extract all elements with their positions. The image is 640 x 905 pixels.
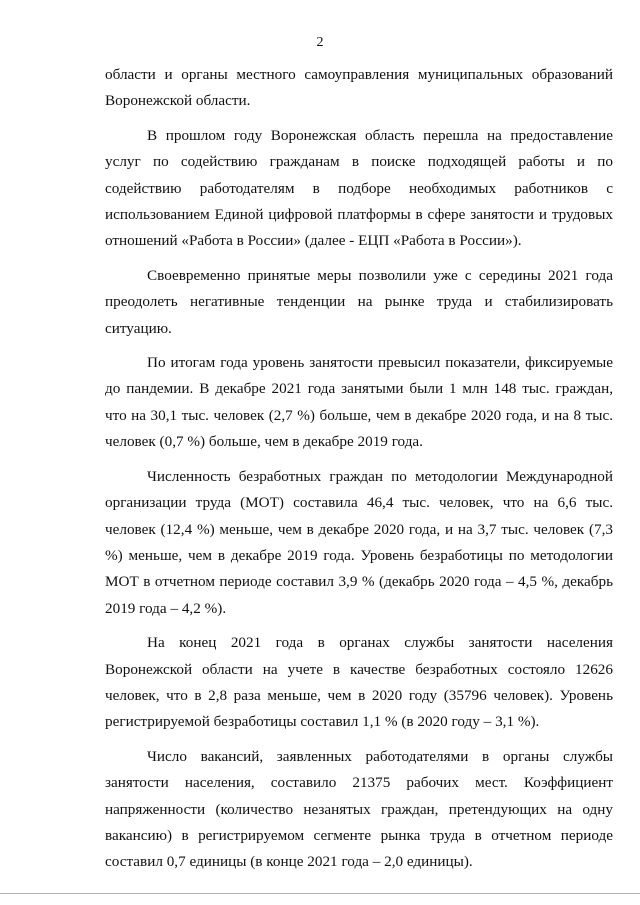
paragraph-gap bbox=[105, 456, 613, 464]
paragraph-gap bbox=[105, 622, 613, 630]
paragraph-5: Численность безработных граждан по методологии Международной организации труда (МОТ) составила 46,4 тыс. человек, что на 6,6 тыс. человек (12,4 %) меньше, чем в декабре 2020 года, и на 3,7 тыс. человек (7,3 %) меньше, чем в декабре 2019 года. Уровень безработицы по методологии МОТ в отчетном периоде составил 3,9 % (декабрь 2020 года – 4,5 %, декабрь 2019 года – 4,2 %). bbox=[105, 467, 613, 617]
paragraph-3: Своевременно принятые меры позволили уже с середины 2021 года преодолеть негативные тенденции на рынке труда и стабилизировать ситуацию. bbox=[105, 266, 613, 337]
paragraph-4: По итогам года уровень занятости превысил показатели, фиксируемые до пандемии. В декабре 2021 года занятыми были 1 млн 148 тыс. граждан, что на 30,1 тыс. человек (2,7 %) больше, чем в декабре 2020 года, и на 8 тыс. человек (0,7 %) больше, чем в декабре 2019 года. bbox=[105, 354, 613, 451]
paragraph-gap bbox=[105, 255, 613, 263]
page-number: 2 bbox=[316, 35, 324, 50]
paragraph-gap bbox=[105, 736, 613, 744]
paragraph-7: Число вакансий, заявленных работодателями в органы службы занятости населения, составило 21375 рабочих мест. Коэффициент напряженности (количество незанятых граждан, претендующих на одну вакансию) в регистрируемом сегменте рынка труда в отчетном периоде составил 0,7 единицы (в конце 2021 года – 2,0 единицы). bbox=[105, 747, 613, 871]
paragraph-gap bbox=[105, 115, 613, 123]
paragraph-gap bbox=[105, 342, 613, 350]
paragraph-2: В прошлом году Воронежская область перешла на предоставление услуг по содействию гражданам в поиске подходящей работы и по содействию работодателям в подборе необходимых работников с использованием Единой цифровой платформы в сфере занятости и трудовых отношений «Работа в России» (далее - ЕЦП «Работа в России»). bbox=[105, 126, 613, 250]
footer-rule bbox=[0, 893, 640, 894]
document-body bbox=[105, 62, 613, 876]
paragraph-1: области и органы местного самоуправления муниципальных образований Воронежской области. bbox=[105, 66, 613, 110]
paragraph-6: На конец 2021 года в органах службы занятости населения Воронежской области на учете в качестве безработных состояло 12626 человек, что в 2,8 раза меньше, чем в 2020 году (35796 человек). Уровень регистрируемой безработицы составил 1,1 % (в 2020 году – 3,1 %). bbox=[105, 634, 613, 731]
